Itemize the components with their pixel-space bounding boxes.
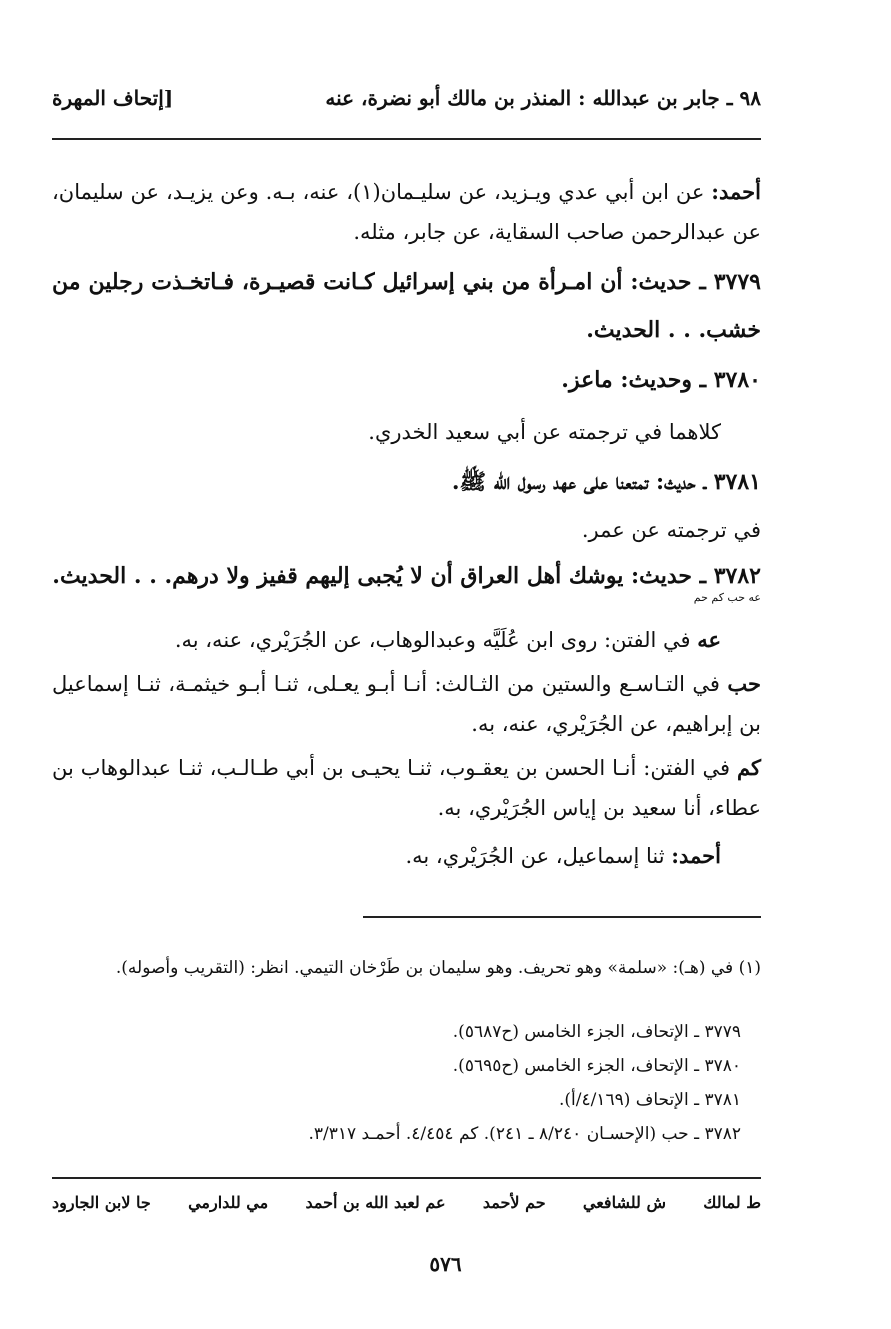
legend-rule [52, 1177, 761, 1179]
paragraph-text: عن ابن أبي عدي ويـزيد، عن سليـمان(١)، عنه، بـه. وعن يزيـد، عن سليمان، عن عبدالرحمن صاحب السقاية، عن جابر، مثله. [52, 180, 761, 244]
legend-item: مي للدارمي [188, 1193, 269, 1212]
note-3780: كلاهما في ترجمته عن أبي سعيد الخدري. [368, 420, 721, 444]
footnote-separator [363, 916, 761, 918]
paragraph-text: ثنا إسماعيل، عن الجُرَيْري، به. [405, 844, 672, 868]
paragraph-text: في التـاسـع والستين من الثـالث: أنـا أبـو يعـلى، ثنـا أبـو خيثمـة، ثنـا إسماعيل بن إبراهيم، عن الجُرَيْري، عنه، به. [52, 672, 761, 736]
hadith-3782-source-codes: عه حب كم حم [693, 591, 761, 604]
legend-item: حم لأحمد [482, 1193, 546, 1212]
legend-item: عم لعبد الله بن أحمد [305, 1193, 446, 1212]
running-header-title: ٩٨ ـ جابر بن عبدالله : المنذر بن مالك أبو نضرة، عنه [325, 86, 761, 110]
hadith-3782: ٣٧٨٢ ـ حديث: يوشك أهل العراق أن لا يُجبى إليهم قفيز ولا درهم. . . الحديث. [52, 563, 761, 589]
hadith-3779: ٣٧٧٩ ـ حديث: أن امـرأة من بني إسرائيل كـانت قصيـرة، فـاتخـذت رجلين من خشب. . . الحديث. [52, 269, 761, 343]
paragraph-km [52, 748, 761, 828]
reference-3781: ٣٧٨١ ـ الإتحاف (٤/١٦٩/أ). [558, 1090, 741, 1110]
paragraph-eh [52, 620, 761, 660]
reference-3782: ٣٧٨٢ ـ حب (الإحسـان ٨/٢٤٠ ـ ٢٤١). كم ٤/٤٥٤. أحمـد ٣/٣١٧. [308, 1124, 741, 1144]
source-label: حب [727, 671, 761, 696]
source-label: أحمد: [711, 179, 761, 204]
source-label: عه [697, 627, 721, 652]
page-number: ٥٧٦ [429, 1252, 462, 1276]
reference-3780: ٣٧٨٠ ـ الإتحاف، الجزء الخامس (ح٥٦٩٥). [452, 1056, 741, 1076]
hadith-3780: ٣٧٨٠ ـ وحديث: ماعز. [561, 367, 761, 393]
source-label: أحمد: [671, 843, 721, 868]
legend-item: جا لابن الجارود [52, 1193, 151, 1212]
running-header-book: [إتحاف المهرة [52, 86, 174, 110]
header-rule [52, 138, 761, 140]
abbreviation-legend [52, 1193, 761, 1212]
note-3781: في ترجمته عن عمر. [581, 518, 761, 542]
footnote-1: (١) في (هـ): «سلمة» وهو تحريف. وهو سليمان بن طَرْخان التيمي. انظر: (التقريب وأصوله). [115, 958, 761, 978]
source-label: كم [737, 755, 761, 780]
paragraph-text: في الفتن: روى ابن عُلَيَّه وعبدالوهاب، عن الجُرَيْري، عنه، به. [174, 628, 698, 652]
paragraph-ahmad-1 [52, 172, 761, 252]
hadith-3781: ٣٧٨١ ـ حديث: تمتعنا على عهد رسول الله ﷺ. [451, 469, 761, 495]
paragraph-text: في الفتن: أنـا الحسن بن يعقـوب، ثنـا يحيـى بن أبي طـالـب، ثنـا عبدالوهاب بن عطاء، أنا سعيد بن إياس الجُرَيْري، به. [52, 756, 761, 820]
legend-item: ش للشافعي [582, 1193, 666, 1212]
reference-3779: ٣٧٧٩ ـ الإتحاف، الجزء الخامس (ح٥٦٨٧). [452, 1022, 741, 1042]
legend-item: ط لمالك [703, 1193, 761, 1212]
paragraph-hb [52, 664, 761, 744]
paragraph-ahmad-2 [52, 836, 761, 876]
